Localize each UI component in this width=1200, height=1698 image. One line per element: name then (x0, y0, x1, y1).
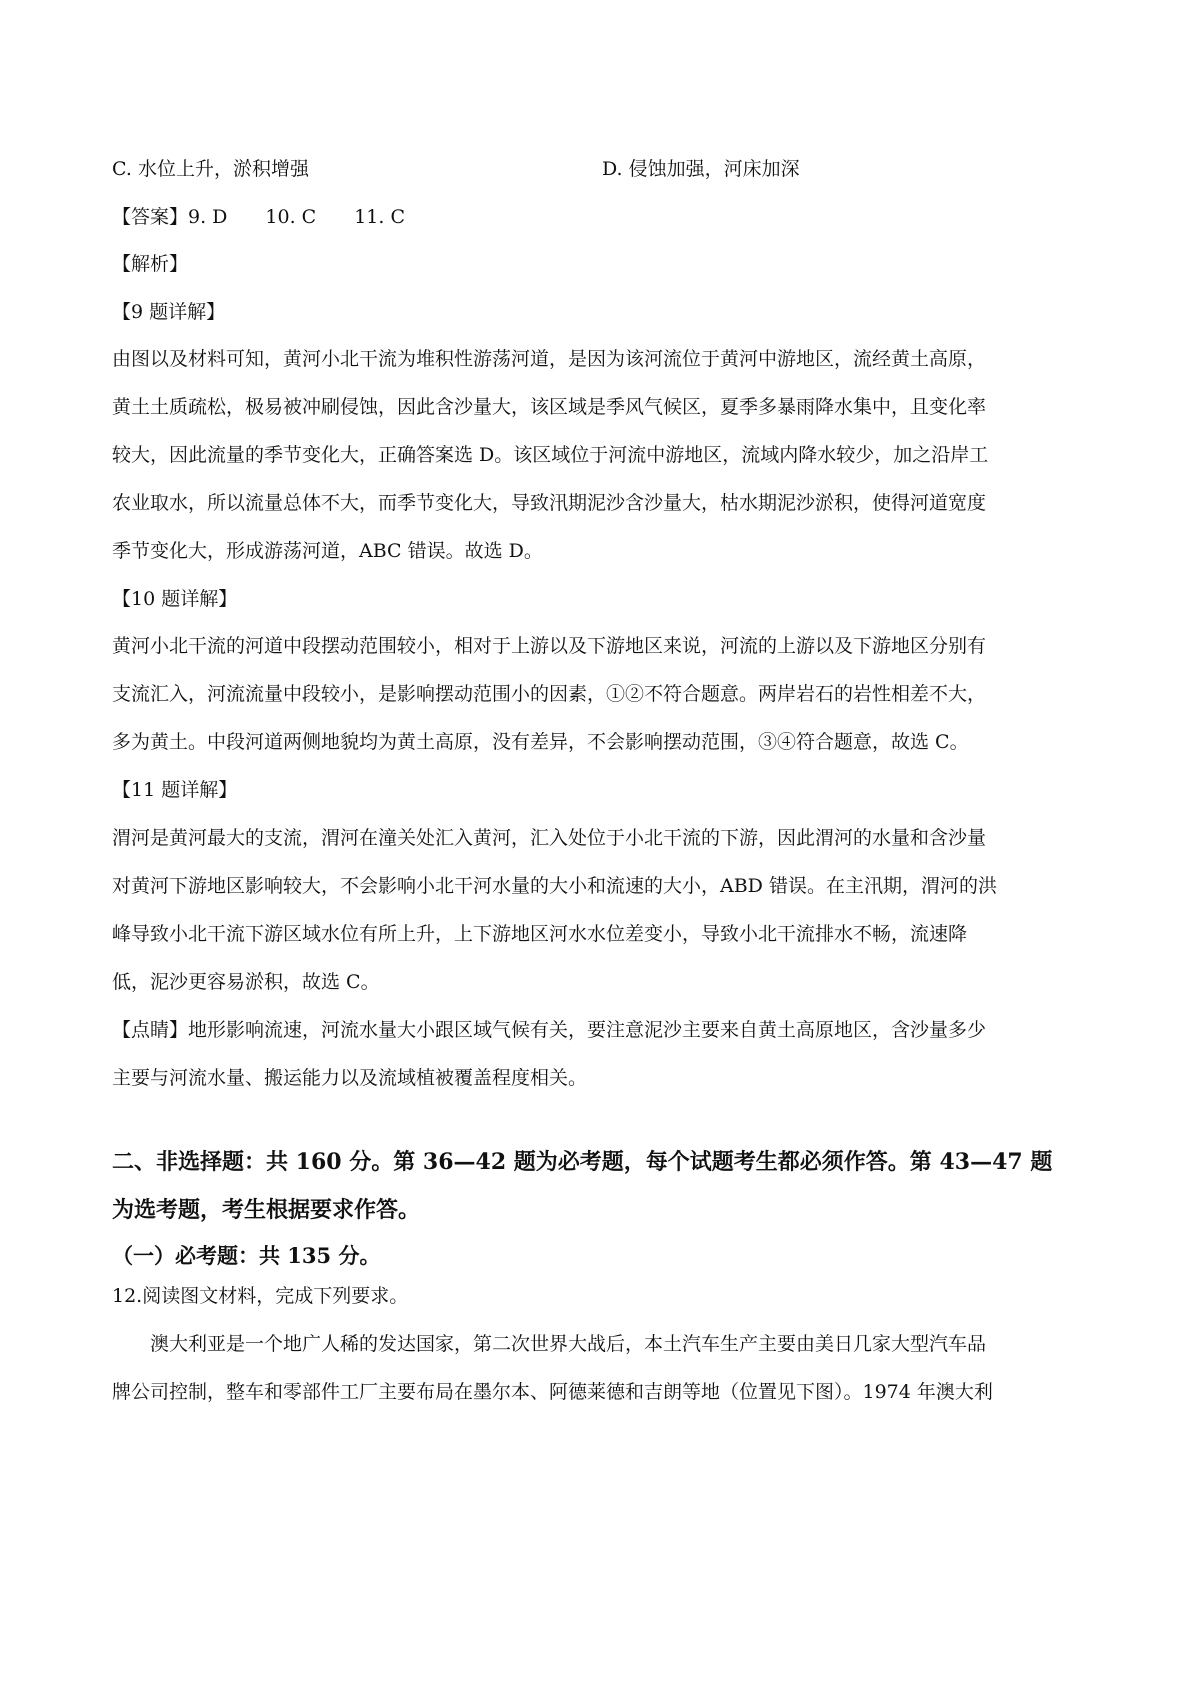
answer-label: 【答案】 (112, 206, 189, 228)
q12-paragraph-line: 牌公司控制，整车和零部件工厂主要布局在墨尔本、阿德莱德和吉朗等地（位置见下图）。1974 年澳大利 (112, 1381, 993, 1403)
q11-line: 低，泥沙更容易淤积，故选 C。 (112, 971, 380, 993)
subsection-heading: （一）必考题：共 135 分。 (112, 1243, 381, 1268)
q11-heading: 【11 题详解】 (112, 779, 238, 801)
answer-item-10: 10. C (265, 206, 317, 228)
q10-line: 黄河小北干流的河道中段摆动范围较小，相对于上游以及下游地区来说，河流的上游以及下游地区分别有 (112, 635, 987, 657)
section-heading: 二、非选择题：共 160 分。第 36—42 题为必考题，每个试题考生都必须作答。第 43—47 题 (112, 1149, 1053, 1175)
q9-heading: 【9 题详解】 (112, 301, 226, 323)
option-d: D. 侵蚀加强，河床加深 (602, 158, 800, 180)
q10-line: 多为黄土。中段河道两侧地貌均为黄土高原，没有差异，不会影响摆动范围，③④符合题意，故选 C。 (112, 731, 969, 753)
q9-line: 农业取水，所以流量总体不大，而季节变化大，导致汛期泥沙含沙量大，枯水期泥沙淤积，使得河道宽度 (112, 492, 987, 514)
q10-line: 支流汇入，河流流量中段较小，是影响摆动范围小的因素，①②不符合题意。两岸岩石的岩性相差不大， (112, 683, 987, 705)
tip-text: 地形影响流速，河流水量大小跟区域气候有关，要注意泥沙主要来自黄土高原地区，含沙量多少 (188, 1019, 987, 1041)
option-c: C. 水位上升，淤积增强 (112, 158, 309, 180)
q9-line: 黄土土质疏松，极易被冲刷侵蚀，因此含沙量大，该区域是季风气候区，夏季多暴雨降水集中，且变化率 (112, 396, 987, 418)
analysis-label: 【解析】 (112, 253, 189, 275)
answer-item-9: 9. D (188, 206, 228, 228)
q9-line: 较大，因此流量的季节变化大，正确答案选 D。该区域位于河流中游地区，流域内降水较少，加之沿岸工 (112, 444, 989, 466)
answer-line (112, 203, 1102, 231)
q10-heading: 【10 题详解】 (112, 588, 238, 610)
tip-line (112, 1016, 1102, 1044)
q11-line: 渭河是黄河最大的支流，渭河在潼关处汇入黄河，汇入处位于小北干流的下游，因此渭河的水量和含沙量 (112, 827, 987, 849)
q9-line: 由图以及材料可知，黄河小北干流为堆积性游荡河道，是因为该河流位于黄河中游地区，流经黄土高原， (112, 348, 987, 370)
q12-prompt: 12.阅读图文材料，完成下列要求。 (112, 1285, 409, 1307)
q11-line: 对黄河下游地区影响较大，不会影响小北干河水量的大小和流速的大小，ABD 错误。在主汛期，渭河的洪 (112, 875, 997, 897)
answer-options-row (112, 155, 1102, 185)
q11-line: 峰导致小北干流下游区域水位有所上升，上下游地区河水水位差变小，导致小北干流排水不畅，流速降 (112, 923, 968, 945)
q9-line: 季节变化大，形成游荡河道，ABC 错误。故选 D。 (112, 540, 543, 562)
tip-label: 【点睛】 (112, 1019, 189, 1041)
q12-paragraph-line: 澳大利亚是一个地广人稀的发达国家，第二次世界大战后，本土汽车生产主要由美日几家大型汽车品 (150, 1333, 987, 1355)
answer-item-11: 11. C (354, 206, 406, 228)
section-heading: 为选考题，考生根据要求作答。 (112, 1197, 421, 1223)
tip-line: 主要与河流水量、搬运能力以及流域植被覆盖程度相关。 (112, 1067, 588, 1089)
